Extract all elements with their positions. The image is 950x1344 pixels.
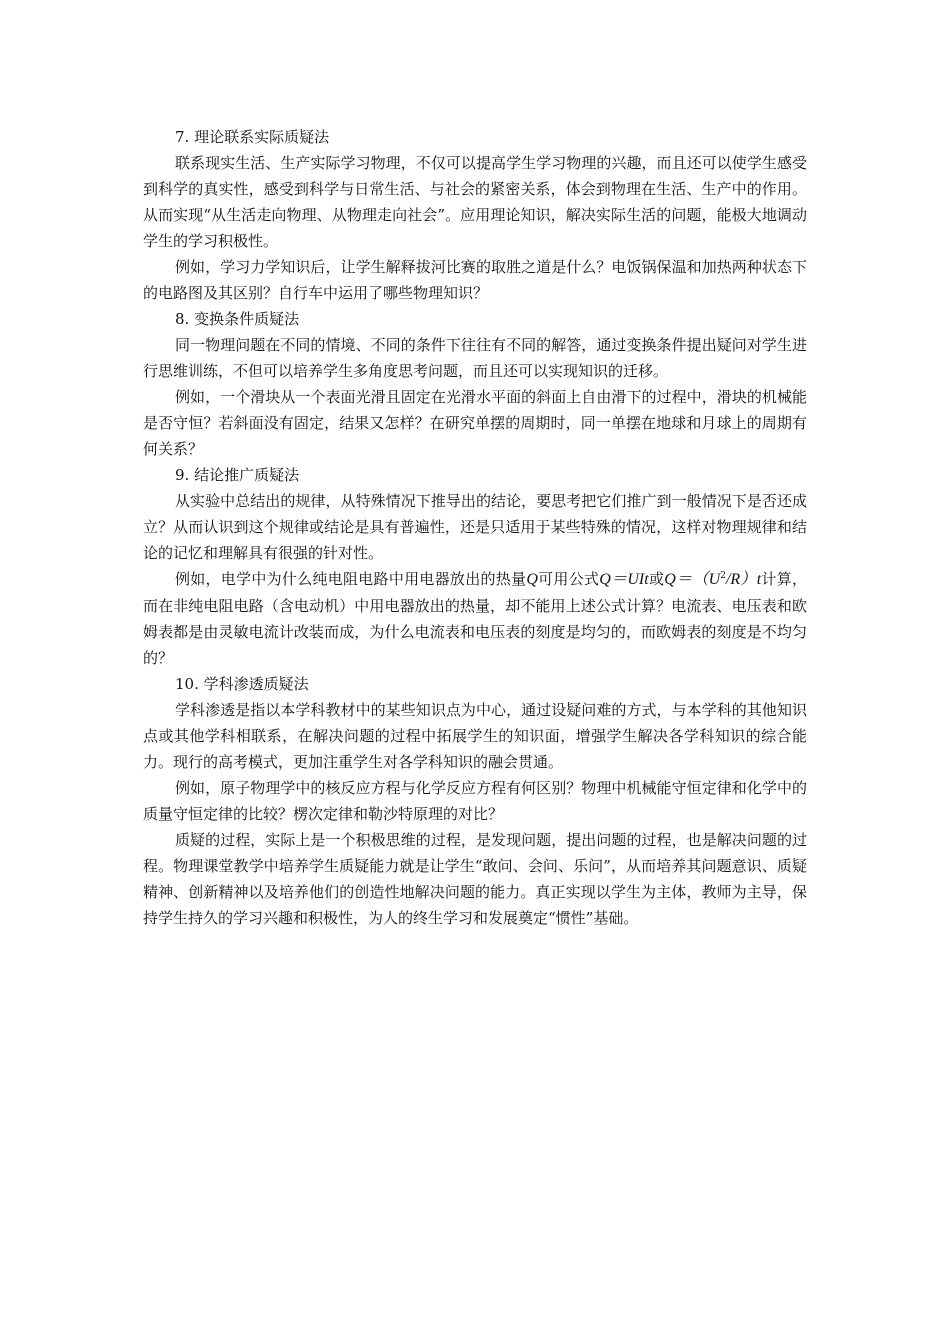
section-7-paragraph-1: 联系现实生活、生产实际学习物理，不仅可以提高学生学习物理的兴趣，而且还可以使学生感受到科学的真实性，感受到科学与日常生活、与社会的紧密关系，体会到物理在生活、生产中的作用。从而实现“从生活走向物理、从物理走向社会”。应用理论知识，解决实际生活的问题，能极大地调动学生的学习积极性。 — [143, 154, 807, 250]
document-page — [143, 124, 807, 931]
section-7-heading: 7. 理论联系实际质疑法 — [175, 128, 330, 146]
section-7-paragraph-2: 例如，学习力学知识后，让学生解释拔河比赛的取胜之道是什么？电饭锅保温和加热两种状态下的电路图及其区别？自行车中运用了哪些物理知识？ — [143, 258, 807, 302]
formula-text-3: 或 — [648, 570, 665, 588]
section-9-paragraph-1: 从实验中总结出的规律，从特殊情况下推导出的结论，要思考把它们推广到一般情况下是否还成立？从而认识到这个规律或结论是具有普遍性，还是只适用于某些特殊的情况，这样对物理规律和结论的记忆和理解具有很强的针对性。 — [143, 492, 807, 562]
section-10-paragraph-3: 质疑的过程，实际上是一个积极思维的过程，是发现问题，提出问题的过程，也是解决问题的过程。物理课堂教学中培养学生质疑能力就是让学生“敢问、会问、乐问”，从而培养其问题意识、质疑精神、创新精神以及培养他们的创造性地解决问题的能力。真正实现以学生为主体，教师为主导，保持学生持久的学习兴趣和积极性，为人的终生学习和发展奠定“惯性”基础。 — [143, 831, 807, 927]
section-10-heading: 10. 学科渗透质疑法 — [175, 675, 309, 693]
section-8-heading: 8. 变换条件质疑法 — [175, 310, 300, 328]
formula-superscript: 2 — [720, 571, 726, 581]
formula-text-4: 计算，而在非纯电阻电路（含电动机）中用电器放出的热量，却不能用上述公式计算？电流表、电压表和欧姆表都是由灵敏电流计改装而成，为什么电流表和电压表的刻度是均匀的，而欧姆表的刻度是不均匀的？ — [143, 570, 807, 667]
formula-q-uit: Q＝UIt — [599, 571, 649, 588]
section-9-heading: 9. 结论推广质疑法 — [175, 466, 300, 484]
section-8-paragraph-1: 同一物理问题在不同的情境、不同的条件下往往有不同的解答，通过变换条件提出疑问对学生进行思维训练，不但可以培养学生多角度思考问题，而且还可以实现知识的迁移。 — [143, 336, 807, 380]
section-8-paragraph-2: 例如，一个滑块从一个表面光滑且固定在光滑水平面的斜面上自由滑下的过程中，滑块的机械能是否守恒？若斜面没有固定，结果又怎样？在研究单摆的周期时，同一单摆在地球和月球上的周期有何关系？ — [143, 388, 807, 458]
formula-q: Q — [526, 571, 538, 588]
section-10-paragraph-1: 学科渗透是指以本学科教材中的某些知识点为中心，通过设疑问难的方式，与本学科的其他知识点或其他学科相联系，在解决问题的过程中拓展学生的知识面，增强学生解决各学科知识的综合能力。现行的高考模式，更加注重学生对各学科知识的融会贯通。 — [143, 701, 807, 771]
section-9-formula-paragraph — [143, 566, 807, 671]
formula-text-2: 可用公式 — [537, 570, 600, 588]
formula-q-u2r-start: Q＝（U — [664, 571, 721, 588]
formula-q-u2r-end: /R）t — [725, 571, 762, 588]
formula-text-1: 例如，电学中为什么纯电阻电路中用电器放出的热量 — [175, 570, 527, 588]
section-10-paragraph-2: 例如，原子物理学中的核反应方程与化学反应方程有何区别？物理中机械能守恒定律和化学中的质量守恒定律的比较？楞次定律和勒沙特原理的对比？ — [143, 779, 807, 823]
